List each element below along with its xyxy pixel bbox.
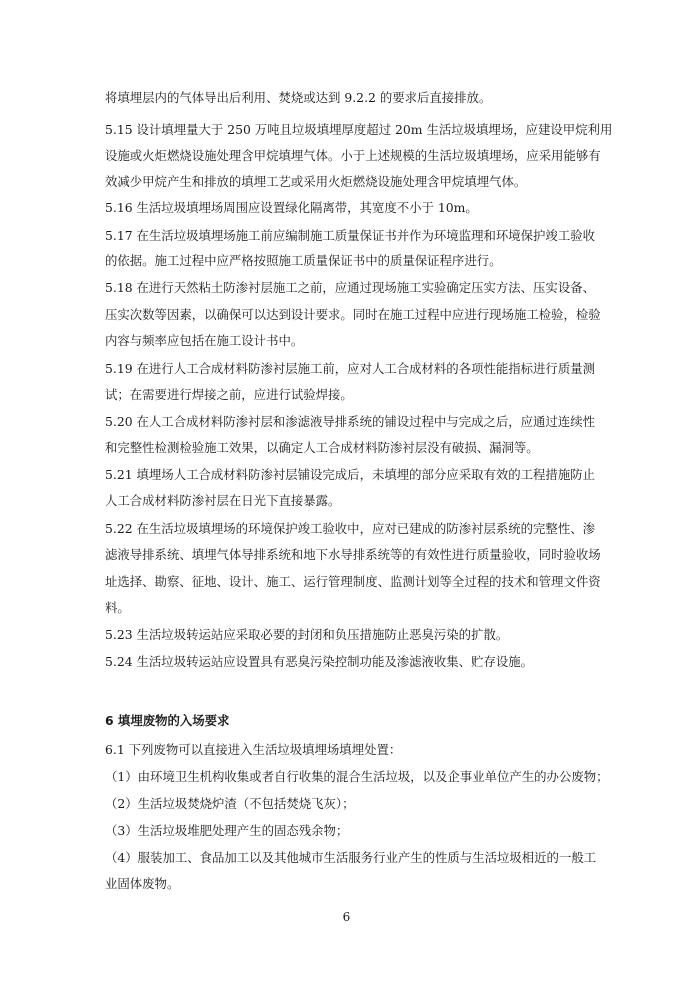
- text-line: 业固体废物。: [105, 876, 180, 891]
- list-item: （4）服装加工、食品加工以及其他城市生活服务行业产生的性质与生活垃圾相近的一般工: [105, 850, 597, 865]
- list-item: （3）生活垃圾堆肥处理产生的固态残余物；: [105, 823, 349, 838]
- text-line: 人工合成材料防渗衬层在日光下直接暴露。: [105, 493, 341, 508]
- page-number: 6: [342, 910, 351, 924]
- clause-5-22: 5.22 在生活垃圾填埋场的环境保护竣工验收中，应对已建成的防渗衬层系统的完整性、渗: [105, 521, 595, 536]
- text-line: 和完整性检测检验施工效果，以确定人工合成材料防渗衬层没有破损、漏洞等。: [105, 440, 539, 455]
- text-line: 设施或火炬燃烧设施处理含甲烷填埋气体。小于上述规模的生活垃圾填埋场，应采用能够有: [105, 148, 601, 163]
- clause-6-1: 6.1 下列废物可以直接进入生活垃圾填埋场填埋处置：: [105, 742, 402, 757]
- text-line: 的依据。施工过程中应严格按照施工质量保证书中的质量保证程序进行。: [105, 253, 502, 268]
- clause-5-18: 5.18 在进行天然粘土防渗衬层施工之前，应通过现场施工实验确定压实方法、压实设备、: [105, 280, 595, 295]
- section-heading: 6 填埋废物的入场要求: [105, 713, 230, 728]
- text-line: 滤液导排系统、填埋气体导排系统和地下水导排系统等的有效性进行质量验收，同时验收场: [105, 547, 601, 562]
- clause-5-15: 5.15 设计填埋量大于 250 万吨且垃圾填埋厚度超过 20m 生活垃圾填埋场，应建设甲烷利用: [105, 122, 613, 137]
- clause-5-23: 5.23 生活垃圾转运站应采取必要的封闭和负压措施防止恶臭污染的扩散。: [105, 627, 509, 642]
- text-line: 压实次数等因素，以确保可以达到设计要求。同时在施工过程中应进行现场施工检验，检验: [105, 307, 601, 322]
- text-line: 内容与频率应包括在施工设计书中。: [105, 333, 304, 348]
- text-line: 址选择、勘察、征地、设计、施工、运行管理制度、监测计划等全过程的技术和管理文件资: [105, 574, 601, 589]
- text-line: 将填埋层内的气体导出后利用、焚烧或达到 9.2.2 的要求后直接排放。: [105, 90, 492, 105]
- text-line: 效减少甲烷产生和排放的填埋工艺或采用火炬燃烧设施处理含甲烷填埋气体。: [105, 174, 527, 189]
- clause-5-16: 5.16 生活垃圾填埋场周围应设置绿化隔离带，其宽度不小于 10m。: [105, 200, 478, 215]
- text-line: 料。: [105, 600, 130, 615]
- text-line: 试；在需要进行焊接之前，应进行试验焊接。: [105, 387, 353, 402]
- clause-5-20: 5.20 在人工合成材料防渗衬层和渗滤液导排系统的铺设过程中与完成之后，应通过连续性: [105, 414, 595, 429]
- list-item: （2）生活垃圾焚烧炉渣（不包括焚烧飞灰）；: [105, 796, 355, 811]
- clause-5-24: 5.24 生活垃圾转运站应设置具有恶臭污染控制功能及渗滤液收集、贮存设施。: [105, 654, 534, 669]
- clause-5-19: 5.19 在进行人工合成材料防渗衬层施工前，应对人工合成材料的各项性能指标进行质量测: [105, 361, 595, 376]
- clause-5-17: 5.17 在生活垃圾填埋场施工前应编制施工质量保证书并作为环境监理和环境保护竣工验收: [105, 228, 595, 243]
- clause-5-21: 5.21 填埋场人工合成材料防渗衬层铺设完成后，未填埋的部分应采取有效的工程措施防止: [105, 467, 595, 482]
- list-item: （1）由环境卫生机构收集或者自行收集的混合生活垃圾，以及企事业单位产生的办公废物；: [105, 769, 609, 784]
